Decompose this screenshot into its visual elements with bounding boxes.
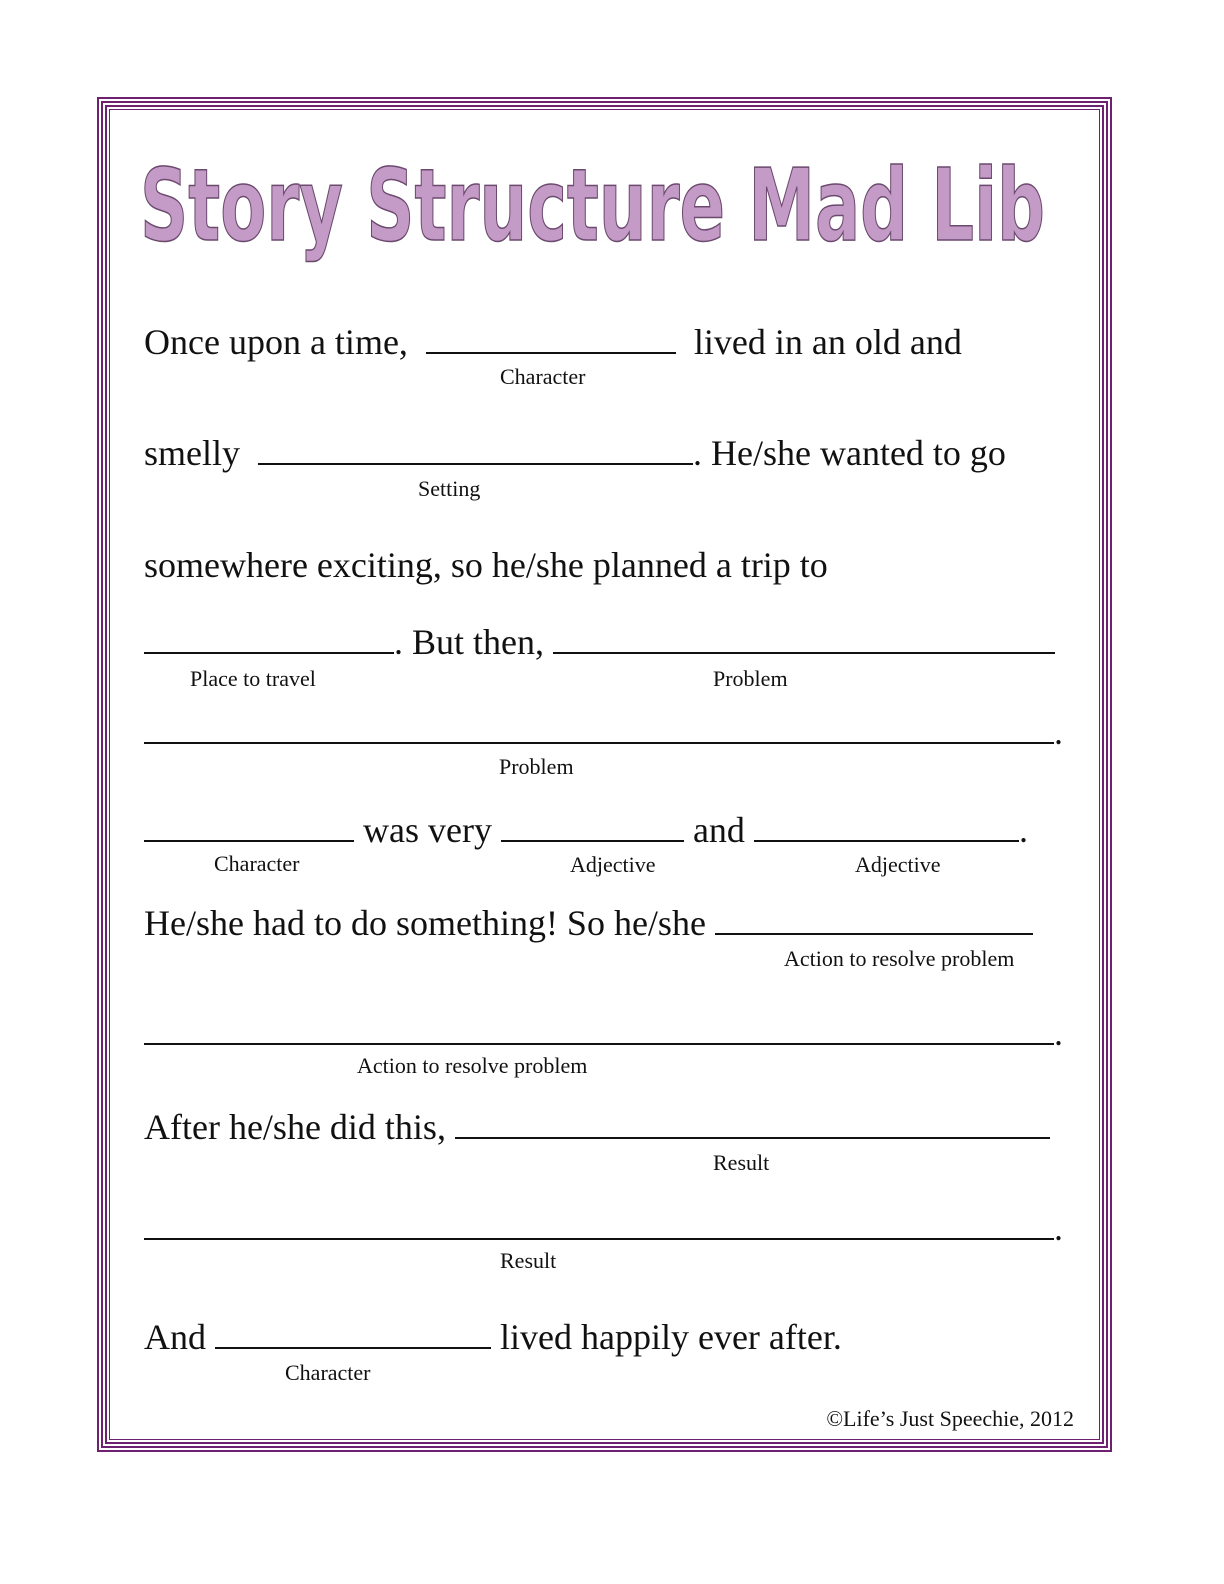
caption-character-1: Character [500,364,586,389]
story-line-10: . [144,1208,1063,1248]
blank-character-2[interactable] [144,810,354,842]
story-line-8: . [144,1013,1063,1053]
svg-text:Story Structure Mad Lib: Story Structure Mad Lib [140,147,1045,264]
caption-place-to-travel: Place to travel [190,666,316,691]
blank-result-1[interactable] [455,1107,1050,1139]
story-line-4: . But then, [144,622,1055,662]
story-line-5: . [144,712,1063,752]
blank-character-3[interactable] [215,1317,491,1349]
blank-adjective-2[interactable] [754,810,1019,842]
blank-setting[interactable] [258,433,693,465]
caption-action-2: Action to resolve problem [357,1053,588,1078]
blank-problem-1[interactable] [553,622,1055,654]
blank-adjective-1[interactable] [501,810,684,842]
caption-setting: Setting [418,476,481,501]
caption-adjective-2: Adjective [855,852,941,877]
story-line-2: smelly . He/she wanted to go [144,433,1006,473]
caption-action-1: Action to resolve problem [784,946,1015,971]
story-line-1: Once upon a time, lived in an old and [144,322,962,362]
story-line-7: He/she had to do something! So he/she [144,903,1033,943]
caption-character-2: Character [214,851,300,876]
story-line-11: And lived happily ever after. [144,1317,842,1357]
caption-adjective-1: Adjective [570,852,656,877]
copyright-notice: ©Life’s Just Speechie, 2012 [826,1406,1074,1431]
caption-character-3: Character [285,1360,371,1385]
blank-problem-2[interactable] [144,712,1054,744]
caption-problem-1: Problem [713,666,788,691]
page-title [130,130,1060,290]
story-line-3: somewhere exciting, so he/she planned a trip to [144,545,828,585]
story-line-6: was very and . [144,810,1028,850]
caption-result-2: Result [500,1248,557,1273]
blank-action-2[interactable] [144,1013,1054,1045]
blank-character-1[interactable] [426,322,676,354]
caption-problem-2: Problem [499,754,574,779]
blank-place-to-travel[interactable] [144,622,394,654]
story-line-9: After he/she did this, [144,1107,1050,1147]
caption-result-1: Result [713,1150,770,1175]
blank-result-2[interactable] [144,1208,1054,1240]
blank-action-1[interactable] [715,903,1033,935]
